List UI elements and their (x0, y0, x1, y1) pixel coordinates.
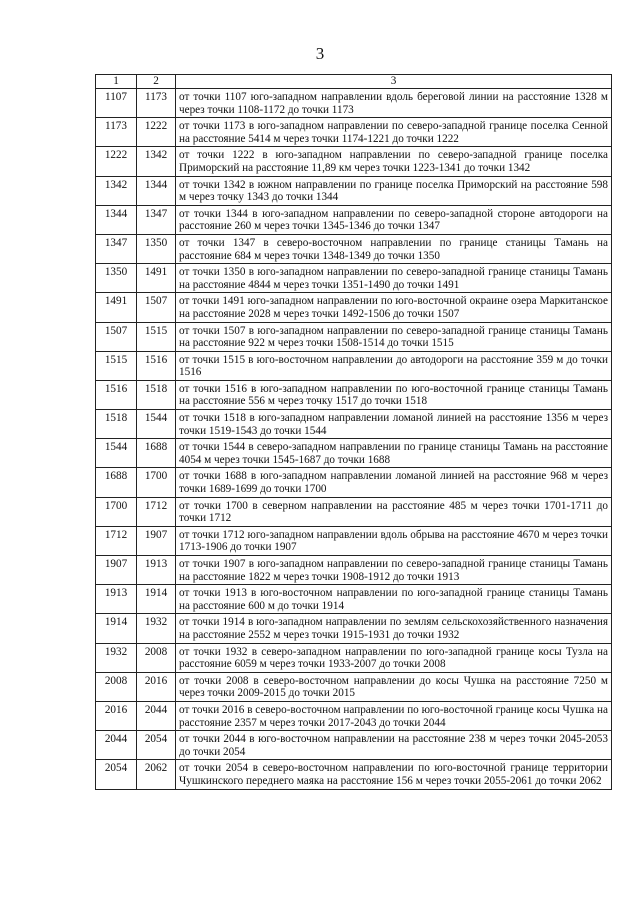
row-description: от точки 1107 юго-западном направлении вдоль береговой линии на расстояние 1328 м через точки 1108-1172 до точки 1173 (176, 89, 612, 118)
table-row (96, 89, 612, 118)
row-from-point: 1350 (96, 264, 137, 293)
row-to-point: 1491 (137, 264, 176, 293)
row-description: от точки 1907 в юго-западном направлении по северо-западной границе станицы Тамань на расстояние 1822 м через точки 1908-1912 до точки 1913 (176, 556, 612, 585)
row-from-point: 1712 (96, 526, 137, 555)
row-to-point: 2016 (137, 672, 176, 701)
row-to-point: 1518 (137, 380, 176, 409)
table-row (96, 643, 612, 672)
row-to-point: 1350 (137, 234, 176, 263)
row-to-point: 1342 (137, 147, 176, 176)
table-row (96, 497, 612, 526)
row-to-point: 1913 (137, 556, 176, 585)
row-to-point: 2054 (137, 731, 176, 760)
row-from-point: 1544 (96, 439, 137, 468)
row-to-point: 1173 (137, 89, 176, 118)
table-row (96, 556, 612, 585)
row-description: от точки 1491 юго-западном направлении по юго-восточной окраине озера Маркитанское на расстояние 2028 м через точки 1492-1506 до точки 1507 (176, 293, 612, 322)
row-from-point: 1347 (96, 234, 137, 263)
row-from-point: 2008 (96, 672, 137, 701)
row-description: от точки 1688 в юго-западном направлении ломаной линией на расстояние 968 м через точки 1689-1699 до точки 1700 (176, 468, 612, 497)
row-to-point: 1712 (137, 497, 176, 526)
row-description: от точки 1342 в южном направлении по границе поселка Приморский на расстояние 598 м через точку 1343 до точки 1344 (176, 176, 612, 205)
row-description: от точки 1712 юго-западном направлении вдоль обрыва на расстояние 4670 м через точки 1713-1906 до точки 1907 (176, 526, 612, 555)
row-from-point: 1515 (96, 351, 137, 380)
row-description: от точки 1518 в юго-западном направлении ломаной линией на расстояние 1356 м через точки 1519-1543 до точки 1544 (176, 410, 612, 439)
table-row (96, 234, 612, 263)
row-to-point: 1907 (137, 526, 176, 555)
row-from-point: 1342 (96, 176, 137, 205)
row-from-point: 1107 (96, 89, 137, 118)
row-from-point: 1913 (96, 585, 137, 614)
row-description: от точки 1914 в юго-западном направлении по землям сельскохозяйственного назначения на расстояние 2552 м через точки 1915-1931 до точки 1932 (176, 614, 612, 643)
table-row (96, 147, 612, 176)
row-from-point: 1907 (96, 556, 137, 585)
row-description: от точки 1507 в юго-западном направлении по северо-западной границе станицы Тамань на расстояние 922 м через точки 1508-1514 до точки 1515 (176, 322, 612, 351)
row-description: от точки 1347 в северо-восточном направлении по границе станицы Тамань на расстояние 684 м через точки 1348-1349 до точки 1350 (176, 234, 612, 263)
table-row (96, 439, 612, 468)
row-from-point: 2016 (96, 701, 137, 730)
row-to-point: 1914 (137, 585, 176, 614)
table-row (96, 672, 612, 701)
row-to-point: 2044 (137, 701, 176, 730)
row-description: от точки 1350 в юго-западном направлении по северо-западной границе станицы Тамань на расстояние 4844 м через точки 1351-1490 до точки 1491 (176, 264, 612, 293)
row-to-point: 1507 (137, 293, 176, 322)
row-from-point: 1932 (96, 643, 137, 672)
table-row (96, 351, 612, 380)
table-row (96, 701, 612, 730)
row-description: от точки 2044 в юго-восточном направлении на расстояние 238 м через точки 2045-2053 до точки 2054 (176, 731, 612, 760)
table-row (96, 380, 612, 409)
row-description: от точки 1700 в северном направлении на расстояние 485 м через точки 1701-1711 до точки 1712 (176, 497, 612, 526)
row-description: от точки 1544 в северо-западном направлении по границе станицы Тамань на расстояние 4054 м через точки 1545-1687 до точки 1688 (176, 439, 612, 468)
row-to-point: 1347 (137, 205, 176, 234)
table-row (96, 293, 612, 322)
row-from-point: 1507 (96, 322, 137, 351)
row-to-point: 1344 (137, 176, 176, 205)
row-description: от точки 1173 в юго-западном направлении по северо-западной границе поселка Сенной на расстояние 5414 м через точки 1174-1221 до точки 1222 (176, 118, 612, 147)
row-description: от точки 1515 в юго-восточном направлении до автодороги на расстояние 359 м до точки 1516 (176, 351, 612, 380)
row-from-point: 1688 (96, 468, 137, 497)
table-row (96, 118, 612, 147)
table-row (96, 264, 612, 293)
column-header-to: 2 (137, 75, 176, 89)
table-row (96, 176, 612, 205)
row-from-point: 2054 (96, 760, 137, 789)
table-row (96, 526, 612, 555)
page-number: 3 (315, 44, 325, 63)
row-description: от точки 2054 в северо-восточном направлении по юго-восточной границе территории Чушкинского переднего маяка на расстояние 156 м через точки 2055-2061 до точки 2062 (176, 760, 612, 789)
row-to-point: 1700 (137, 468, 176, 497)
row-to-point: 1222 (137, 118, 176, 147)
row-to-point: 1932 (137, 614, 176, 643)
row-from-point: 1518 (96, 410, 137, 439)
column-header-description: 3 (176, 75, 612, 89)
row-description: от точки 1344 в юго-западном направлении по северо-западной стороне автодороги на расстояние 260 м через точки 1345-1346 до точки 1347 (176, 205, 612, 234)
row-description: от точки 1932 в северо-западном направлении по юго-западной границе косы Тузла на расстояние 6059 м через точки 1933-2007 до точки 2008 (176, 643, 612, 672)
column-header-from: 1 (96, 75, 137, 89)
row-from-point: 1914 (96, 614, 137, 643)
row-from-point: 1491 (96, 293, 137, 322)
row-from-point: 1173 (96, 118, 137, 147)
row-description: от точки 2008 в северо-восточном направлении до косы Чушка на расстояние 7250 м через точки 2009-2015 до точки 2015 (176, 672, 612, 701)
table-row (96, 760, 612, 789)
table-row (96, 410, 612, 439)
table-row (96, 585, 612, 614)
row-to-point: 1516 (137, 351, 176, 380)
table-row (96, 468, 612, 497)
row-to-point: 1544 (137, 410, 176, 439)
row-to-point: 1688 (137, 439, 176, 468)
row-to-point: 2008 (137, 643, 176, 672)
table-row (96, 731, 612, 760)
row-description: от точки 1516 в юго-западном направлении по юго-восточной границе станицы Тамань на расстояние 556 м через точку 1517 до точки 1518 (176, 380, 612, 409)
row-from-point: 2044 (96, 731, 137, 760)
row-to-point: 2062 (137, 760, 176, 789)
row-to-point: 1515 (137, 322, 176, 351)
row-description: от точки 2016 в северо-восточном направлении по юго-восточной границе косы Чушка на расстояние 2357 м через точки 2017-2043 до точки 2044 (176, 701, 612, 730)
table-row (96, 322, 612, 351)
row-from-point: 1222 (96, 147, 137, 176)
row-from-point: 1344 (96, 205, 137, 234)
table-header-row (96, 75, 612, 89)
boundary-table (95, 74, 612, 790)
table-row (96, 614, 612, 643)
row-description: от точки 1222 в юго-западном направлении по северо-западной границе поселка Приморский на расстояние 11,89 км через точки 1223-1341 до точки 1342 (176, 147, 612, 176)
table-row (96, 205, 612, 234)
row-from-point: 1516 (96, 380, 137, 409)
row-description: от точки 1913 в юго-восточном направлении по юго-западной границе станицы Тамань на расстояние 600 м до точки 1914 (176, 585, 612, 614)
row-from-point: 1700 (96, 497, 137, 526)
